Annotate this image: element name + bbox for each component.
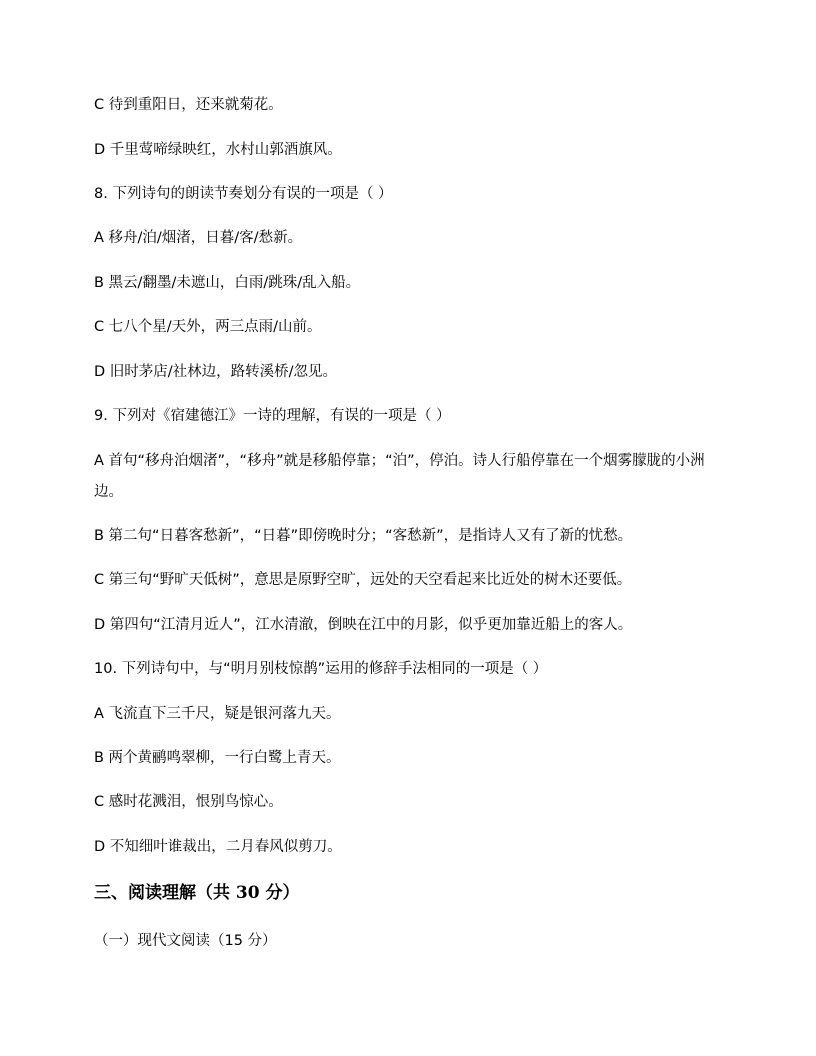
sub-heading: （一）现代文阅读（15 分）	[94, 933, 277, 949]
option-9d: D 第四句“江清月近人”，江水清澈，倒映在江中的月影，似乎更加靠近船上的客人。	[94, 617, 633, 633]
option-9b: B 第二句“日暮客愁新”，“日暮”即傍晚时分；“客愁新”，是指诗人又有了新的忧愁。	[94, 528, 633, 544]
option-7d: D 千里莺啼绿映红，水村山郭酒旗风。	[94, 142, 342, 158]
question-8-stem: 8. 下列诗句的朗读节奏划分有误的一项是（ ）	[94, 186, 393, 202]
option-7c: C 待到重阳日，还来就菊花。	[94, 97, 283, 113]
question-10-stem: 10. 下列诗句中，与“明月别枝惊鹊”运用的修辞手法相同的一项是（ ）	[94, 661, 548, 677]
option-8c: C 七八个星/天外，两三点雨/山前。	[94, 319, 322, 335]
option-10b: B 两个黄鹂鸣翠柳，一行白鹭上青天。	[94, 750, 341, 766]
option-10d: D 不知细叶谁裁出，二月春风似剪刀。	[94, 839, 342, 855]
section-heading: 三、阅读理解（共 30 分）	[94, 883, 300, 903]
option-8d: D 旧时茅店/社林边，路转溪桥/忽见。	[94, 364, 338, 380]
option-9a: A 首句“移舟泊烟渚”，“移舟”就是移船停靠；“泊”，停泊。诗人行船停靠在一个烟雾朦胧的小洲边。	[94, 453, 705, 500]
option-8b: B 黑云/翻墨/未遮山，白雨/跳珠/乱入船。	[94, 275, 361, 291]
option-10a: A 飞流直下三千尺，疑是银河落九天。	[94, 706, 341, 722]
option-8a: A 移舟/泊/烟渚，日暮/客/愁新。	[94, 230, 303, 246]
option-9c: C 第三句“野旷天低树”，意思是原野空旷，远处的天空看起来比近处的树木还要低。	[94, 572, 632, 588]
question-9-stem: 9. 下列对《宿建德江》一诗的理解，有误的一项是（ ）	[94, 408, 451, 424]
option-10c: C 感时花溅泪，恨别鸟惊心。	[94, 794, 283, 810]
